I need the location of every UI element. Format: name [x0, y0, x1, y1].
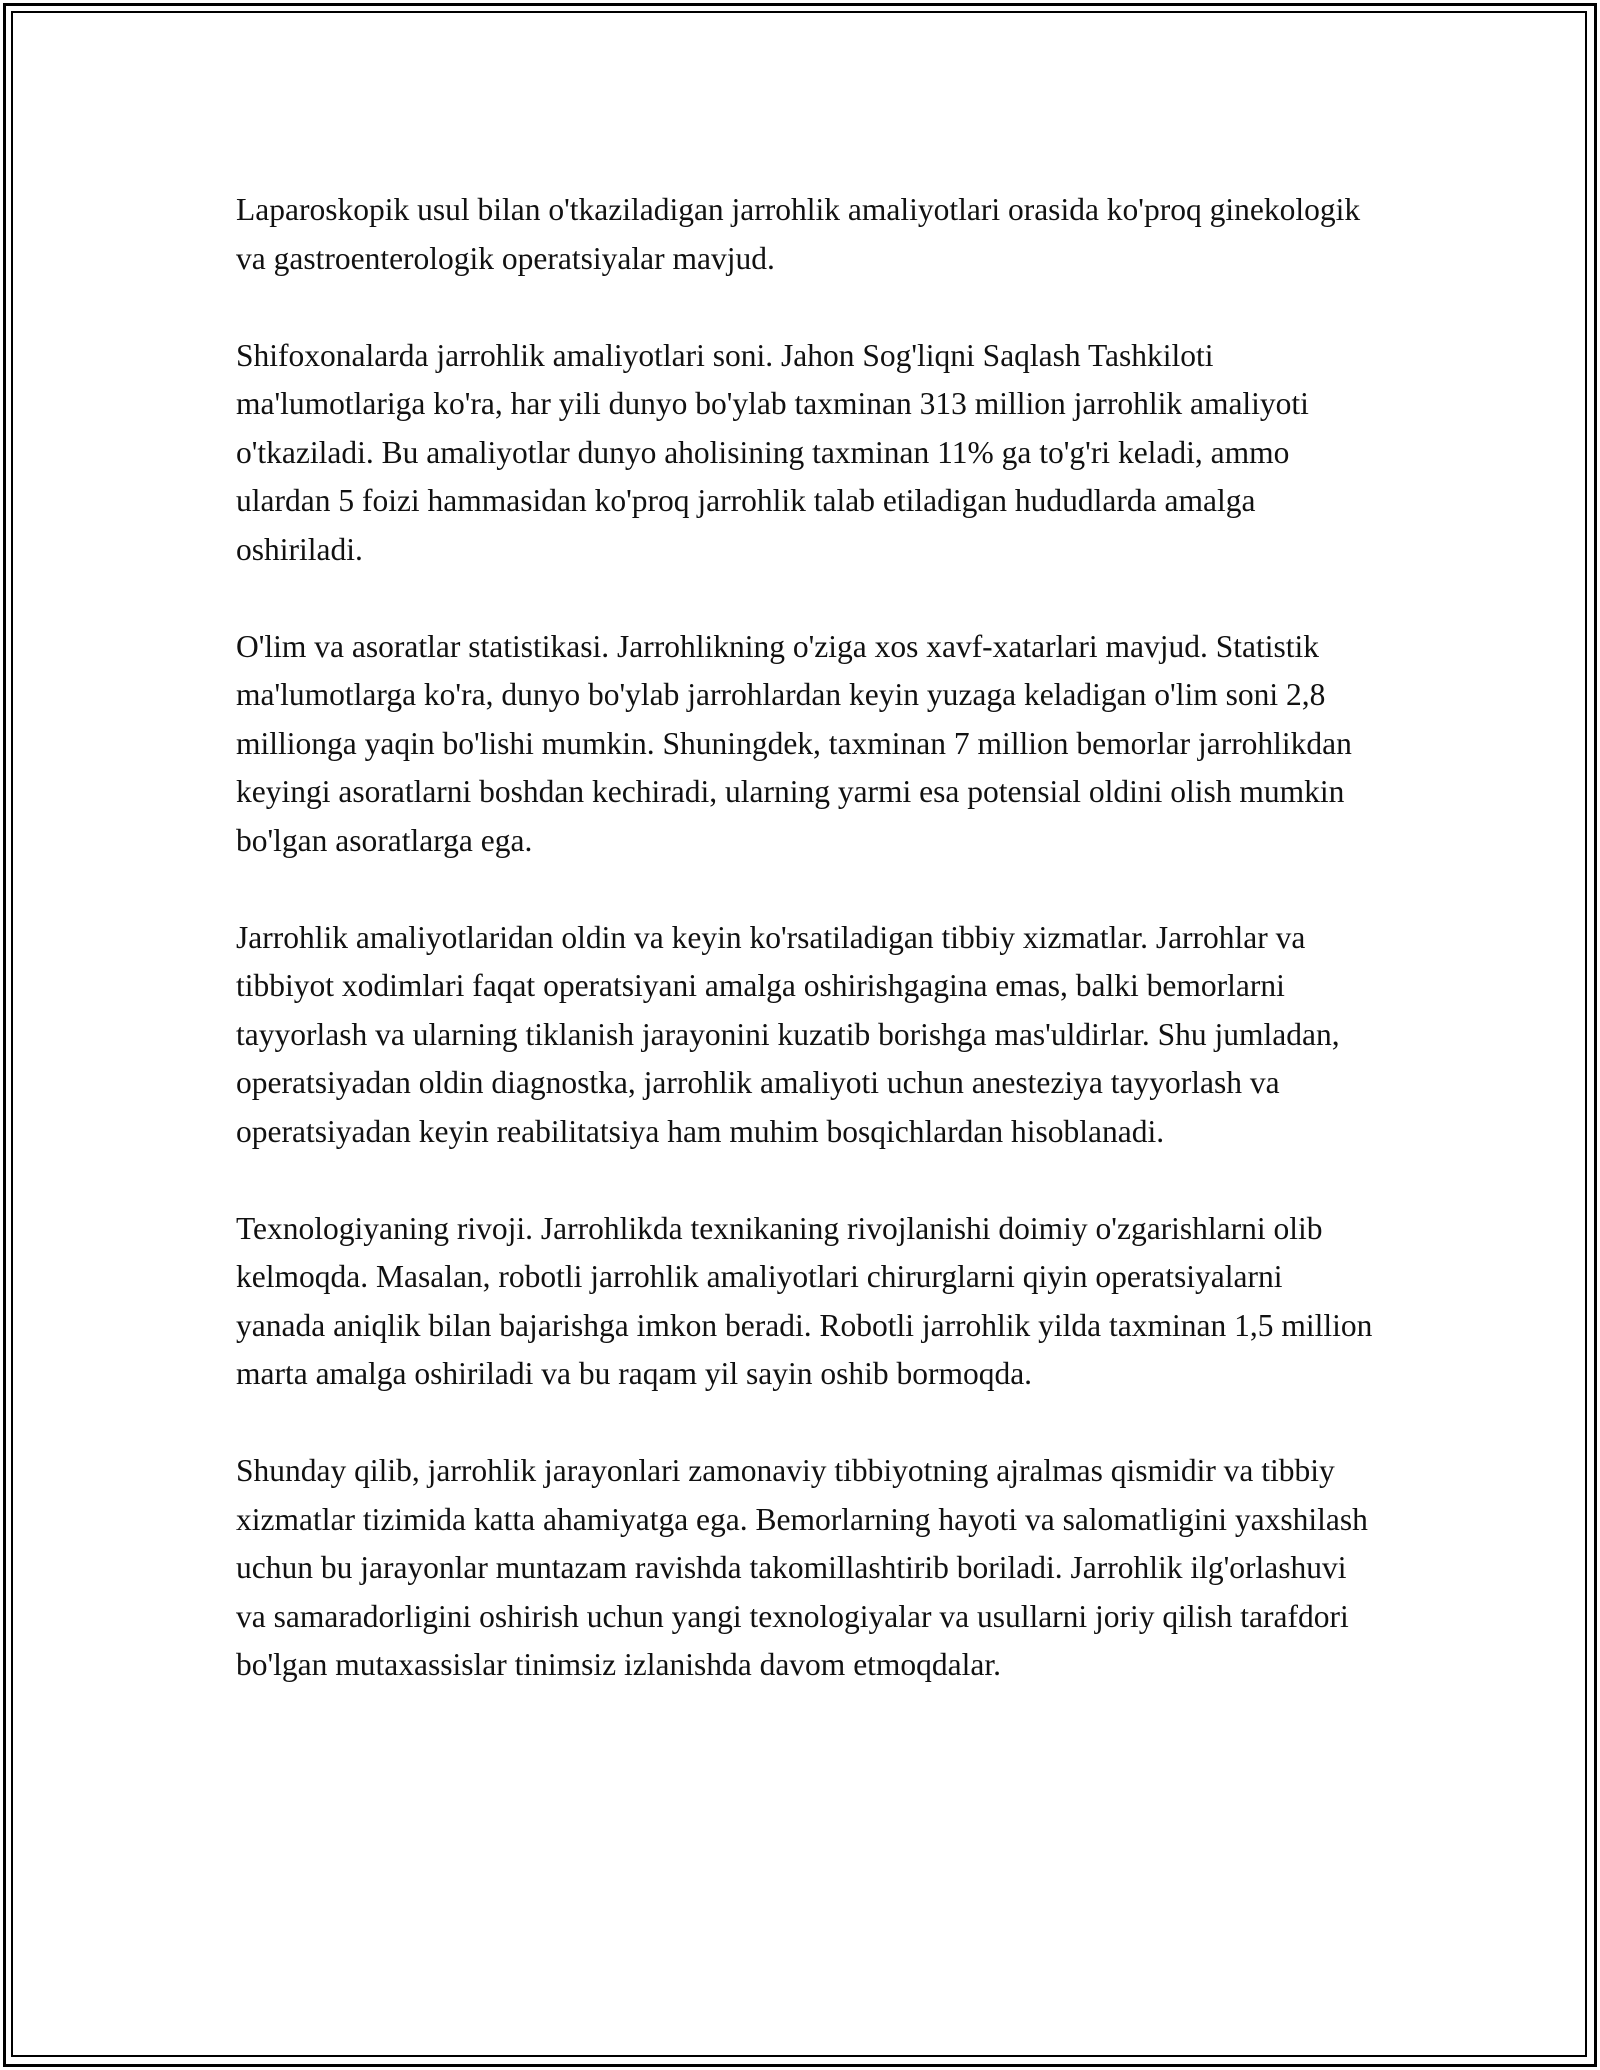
paragraph-technology: Texnologiyaning rivoji. Jarrohlikda texnikaning rivojlanishi doimiy o'zgarishlarni olib kelmoqda. Masalan, robotli jarrohlik amaliyotlari chirurglarni qiyin operatsiyalarni yanada aniqlik bilan bajarishga imkon beradi. Robotli jarrohlik yilda taxminan 1,5 million marta amalga oshiriladi va bu raqam yil sayin oshib bormoqda.: [236, 1210, 1373, 1391]
document-body: [236, 186, 1376, 1738]
paragraph-pre-post-care: Jarrohlik amaliyotlaridan oldin va keyin ko'rsatiladigan tibbiy xizmatlar. Jarrohlar va tibbiyot xodimlari faqat operatsiyani amalga oshirishgagina emas, balki bemorlarni tayyorlash va ularning tiklanish jarayonini kuzatib borishga mas'uldirlar. Shu jumladan, operatsiyadan oldin diagnostka, jarrohlik amaliyoti uchun anesteziya tayyorlash va operatsiyadan keyin reabilitatsiya ham muhim bosqichlardan hisoblanadi.: [236, 919, 1340, 1149]
paragraph-conclusion: Shunday qilib, jarrohlik jarayonlari zamonaviy tibbiyotning ajralmas qismidir va tibbiy xizmatlar tizimida katta ahamiyatga ega. Bemorlarning hayoti va salomatligini yaxshilash uchun bu jarayonlar muntazam ravishda takomillashtirib boriladi. Jarrohlik ilg'orlashuvi va samaradorligini oshirish uchun yangi texnologiyalar va usullarni joriy qilish tarafdori bo'lgan mutaxassislar tinimsiz izlanishda davom etmoqdalar.: [236, 1453, 1368, 1682]
paragraph-surgery-count: Shifoxonalarda jarrohlik amaliyotlari soni. Jahon Sog'liqni Saqlash Tashkiloti ma'lumotlariga ko'ra, har yili dunyo bo'ylab taxminan 313 million jarrohlik amaliyoti o'tkaziladi. Bu amaliyotlar dunyo aholisining taxminan 11% ga to'g'ri keladi, ammo ulardan 5 foizi hammasidan ko'proq jarrohlik talab etiladigan hududlarda amalga oshiriladi.: [236, 337, 1309, 567]
paragraph-mortality-statistics: O'lim va asoratlar statistikasi. Jarrohlikning o'ziga xos xavf-xatarlari mavjud. Statistik ma'lumotlarga ko'ra, dunyo bo'ylab jarrohlardan keyin yuzaga keladigan o'lim soni 2,8 millionga yaqin bo'lishi mumkin. Shuningdek, taxminan 7 million bemorlar jarrohlikdan keyingi asoratlarni boshdan kechiradi, ularning yarmi esa potensial oldini olish mumkin bo'lgan asoratlarga ega.: [236, 628, 1352, 858]
paragraph-laparoscopy: Laparoskopik usul bilan o'tkaziladigan jarrohlik amaliyotlari orasida ko'proq ginekologik va gastroenterologik operatsiyalar mavjud.: [236, 192, 1361, 276]
